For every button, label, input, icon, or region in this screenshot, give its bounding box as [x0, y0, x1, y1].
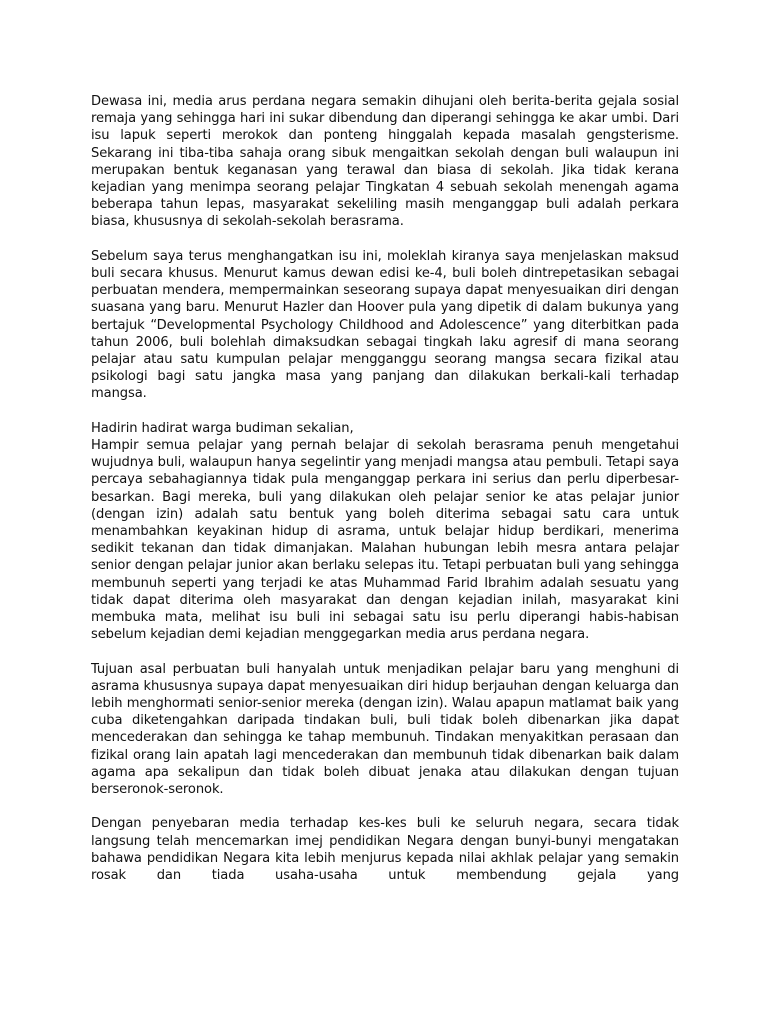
paragraph-intro: Dewasa ini, media arus perdana negara semakin dihujani oleh berita-berita gejala sosial remaja yang sehingga hari ini sukar dibendung dan diperangi sehingga ke akar umbi. Dari isu lapuk seperti merokok dan ponteng hinggalah kepada masalah gengsterisme. Sekarang ini tiba-tiba sahaja orang sibuk mengaitkan sekolah dengan buli walaupun ini merupakan bentuk keganasan yang terawal dan biasa di sekolah. Jika tidak kerana kejadian yang menimpa seorang pelajar Tingkatan 4 sebuah sekolah menengah agama beberapa tahun lepas, masyarakat sekeliling masih menganggap buli adalah perkara biasa, khususnya di sekolah-sekolah berasrama. — [91, 94, 679, 230]
paragraph-media: Dengan penyebaran media terhadap kes-kes buli ke seluruh negara, secara tidak langsung telah mencemarkan imej pendidikan Negara dengan bunyi-bunyi mengatakan bahawa pendidikan Negara kita lebih menjurus kepada nilai akhlak pelajar yang semakin rosak dan tiada usaha-usaha untuk membendung gejala yang — [91, 816, 679, 884]
paragraph-definition: Sebelum saya terus menghangatkan isu ini, moleklah kiranya saya menjelaskan maksud buli secara khusus. Menurut kamus dewan edisi ke-4, buli boleh dintrepetasikan sebagai perbuatan mendera, mempermainkan seseorang supaya dapat menyesuaikan diri dengan suasana yang baru. Menurut Hazler dan Hoover pula yang dipetik di dalam bukunya yang bertajuk “Developmental Psychology Childhood and Adolescence” yang diterbitkan pada tahun 2006, buli bolehlah dimaksudkan sebagai tingkah laku agresif di mana seorang pelajar atau satu kumpulan pelajar mengganggu seorang mangsa secara fizikal atau psikologi bagi satu jangka masa yang panjang dan dilakukan berkali-kali terhadap mangsa. — [91, 248, 679, 402]
paragraph-purpose: Tujuan asal perbuatan buli hanyalah untuk menjadikan pelajar baru yang menghuni di asrama khususnya supaya dapat menyesuaikan diri hidup berjauhan dengan keluarga dan lebih menghormati senior-senior mereka (dengan izin). Walau apapun matlamat baik yang cuba diketengahkan daripada tindakan buli, buli tidak boleh dibenarkan jika dapat mencederakan dan sehingga ke tahap membunuh. Tindakan menyakitkan perasaan dan fizikal orang lain apatah lagi mencederakan dan membunuh tidak dibenarkan baik dalam agama apa sekalipun dan tidak boleh dibuat jenaka atau dilakukan dengan tujuan berseronok-seronok. — [91, 661, 679, 798]
document-page — [91, 93, 679, 901]
paragraph-boarding-school: Hampir semua pelajar yang pernah belajar di sekolah berasrama penuh mengetahui wujudnya buli, walaupun hanya segelintir yang menjadi mangsa atau pembuli. Tetapi saya percaya sebahagiannya tidak pula menganggap perkara ini serius dan perlu diperbesar-besarkan. Bagi mereka, buli yang dilakukan oleh pelajar senior ke atas pelajar junior (dengan izin) adalah satu bentuk yang boleh diterima sebagai satu cara untuk menambahkan keyakinan hidup di asrama, untuk belajar hidup berdikari, menerima sedikit tekanan dan tidak dimanjakan. Malahan hubungan lebih mesra antara pelajar senior dengan pelajar junior akan berlaku selepas itu. Tetapi perbuatan buli yang sehingga membunuh seperti yang terjadi ke atas Muhammad Farid Ibrahim adalah sesuatu yang tidak dapat diterima oleh masyarakat dan dengan kejadian inilah, masyarakat kini membuka mata, melihat isu buli ini sebagai satu isu perlu diperangi habis-habisan sebelum kejadian demi kejadian menggegarkan media arus perdana negara. — [91, 438, 679, 643]
greeting-line: Hadirin hadirat warga budiman sekalian, — [91, 420, 354, 436]
